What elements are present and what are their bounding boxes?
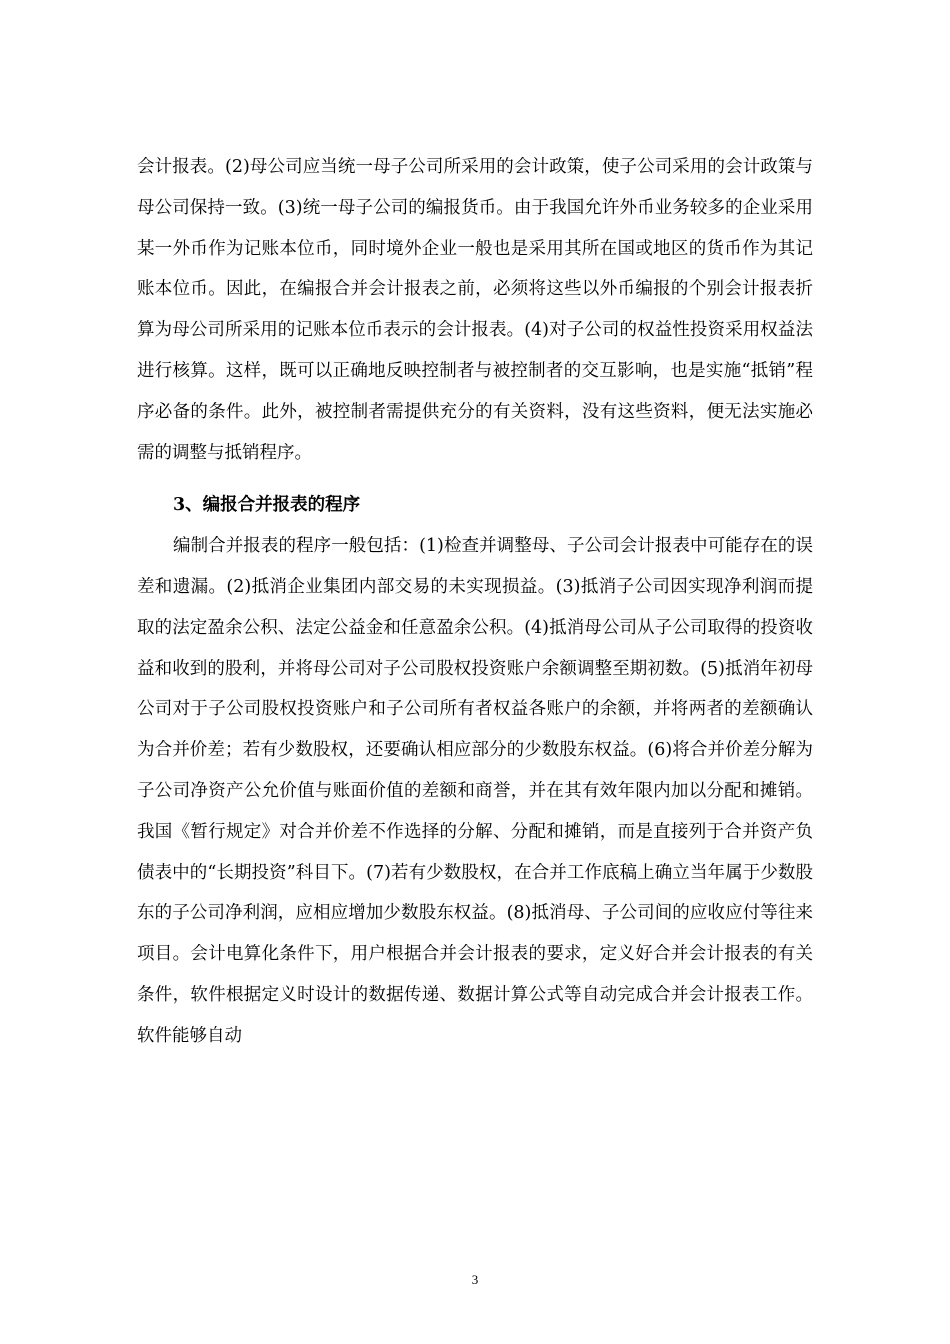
document-body: [137, 147, 813, 1057]
page-number: 3: [471, 1272, 479, 1287]
paragraph-consolidation-prerequisites: 会计报表。(2)母公司应当统一母子公司所采用的会计政策，使子公司采用的会计政策与母公司保持一致。(3)统一母子公司的编报货币。由于我国允许外币业务较多的企业采用某一外币作为记账本位币，同时境外企业一般也是采用其所在国或地区的货币作为其记账本位币。因此，在编报合并会计报表之前，必须将这些以外币编报的个别会计报表折算为母公司所采用的记账本位币表示的会计报表。(4)对子公司的权益性投资采用权益法进行核算。这样，既可以正确地反映控制者与被控制者的交互影响，也是实施“抵销”程序必备的条件。此外，被控制者需提供充分的有关资料，没有这些资料，便无法实施必需的调整与抵销程序。: [137, 157, 813, 463]
paragraph-consolidation-procedure: 编制合并报表的程序一般包括：(1)检查并调整母、子公司会计报表中可能存在的误差和遗漏。(2)抵消企业集团内部交易的未实现损益。(3)抵消子公司因实现净利润而提取的法定盈余公积、法定公益金和任意盈余公积。(4)抵消母公司从子公司取得的投资收益和收到的股利，并将母公司对子公司股权投资账户余额调整至期初数。(5)抵消年初母公司对于子公司股权投资账户和子公司所有者权益各账户的余额，并将两者的差额确认为合并价差；若有少数股权，还要确认相应部分的少数股东权益。(6)将合并价差分解为子公司净资产公允价值与账面价值的差额和商誉，并在其有效年限内加以分配和摊销。我国《暂行规定》对合并价差不作选择的分解、分配和摊销，而是直接列于合并资产负债表中的“长期投资”科目下。(7)若有少数股权，在合并工作底稿上确立当年属于少数股东的子公司净利润，应相应增加少数股东权益。(8)抵消母、子公司间的应收应付等往来项目。会计电算化条件下，用户根据合并会计报表的要求，定义好合并会计报表的有关条件，软件根据定义时设计的数据传递、数据计算公式等自动完成合并会计报表工作。软件能够自动: [137, 536, 813, 1046]
section-heading: 3、编报合并报表的程序: [173, 495, 361, 516]
